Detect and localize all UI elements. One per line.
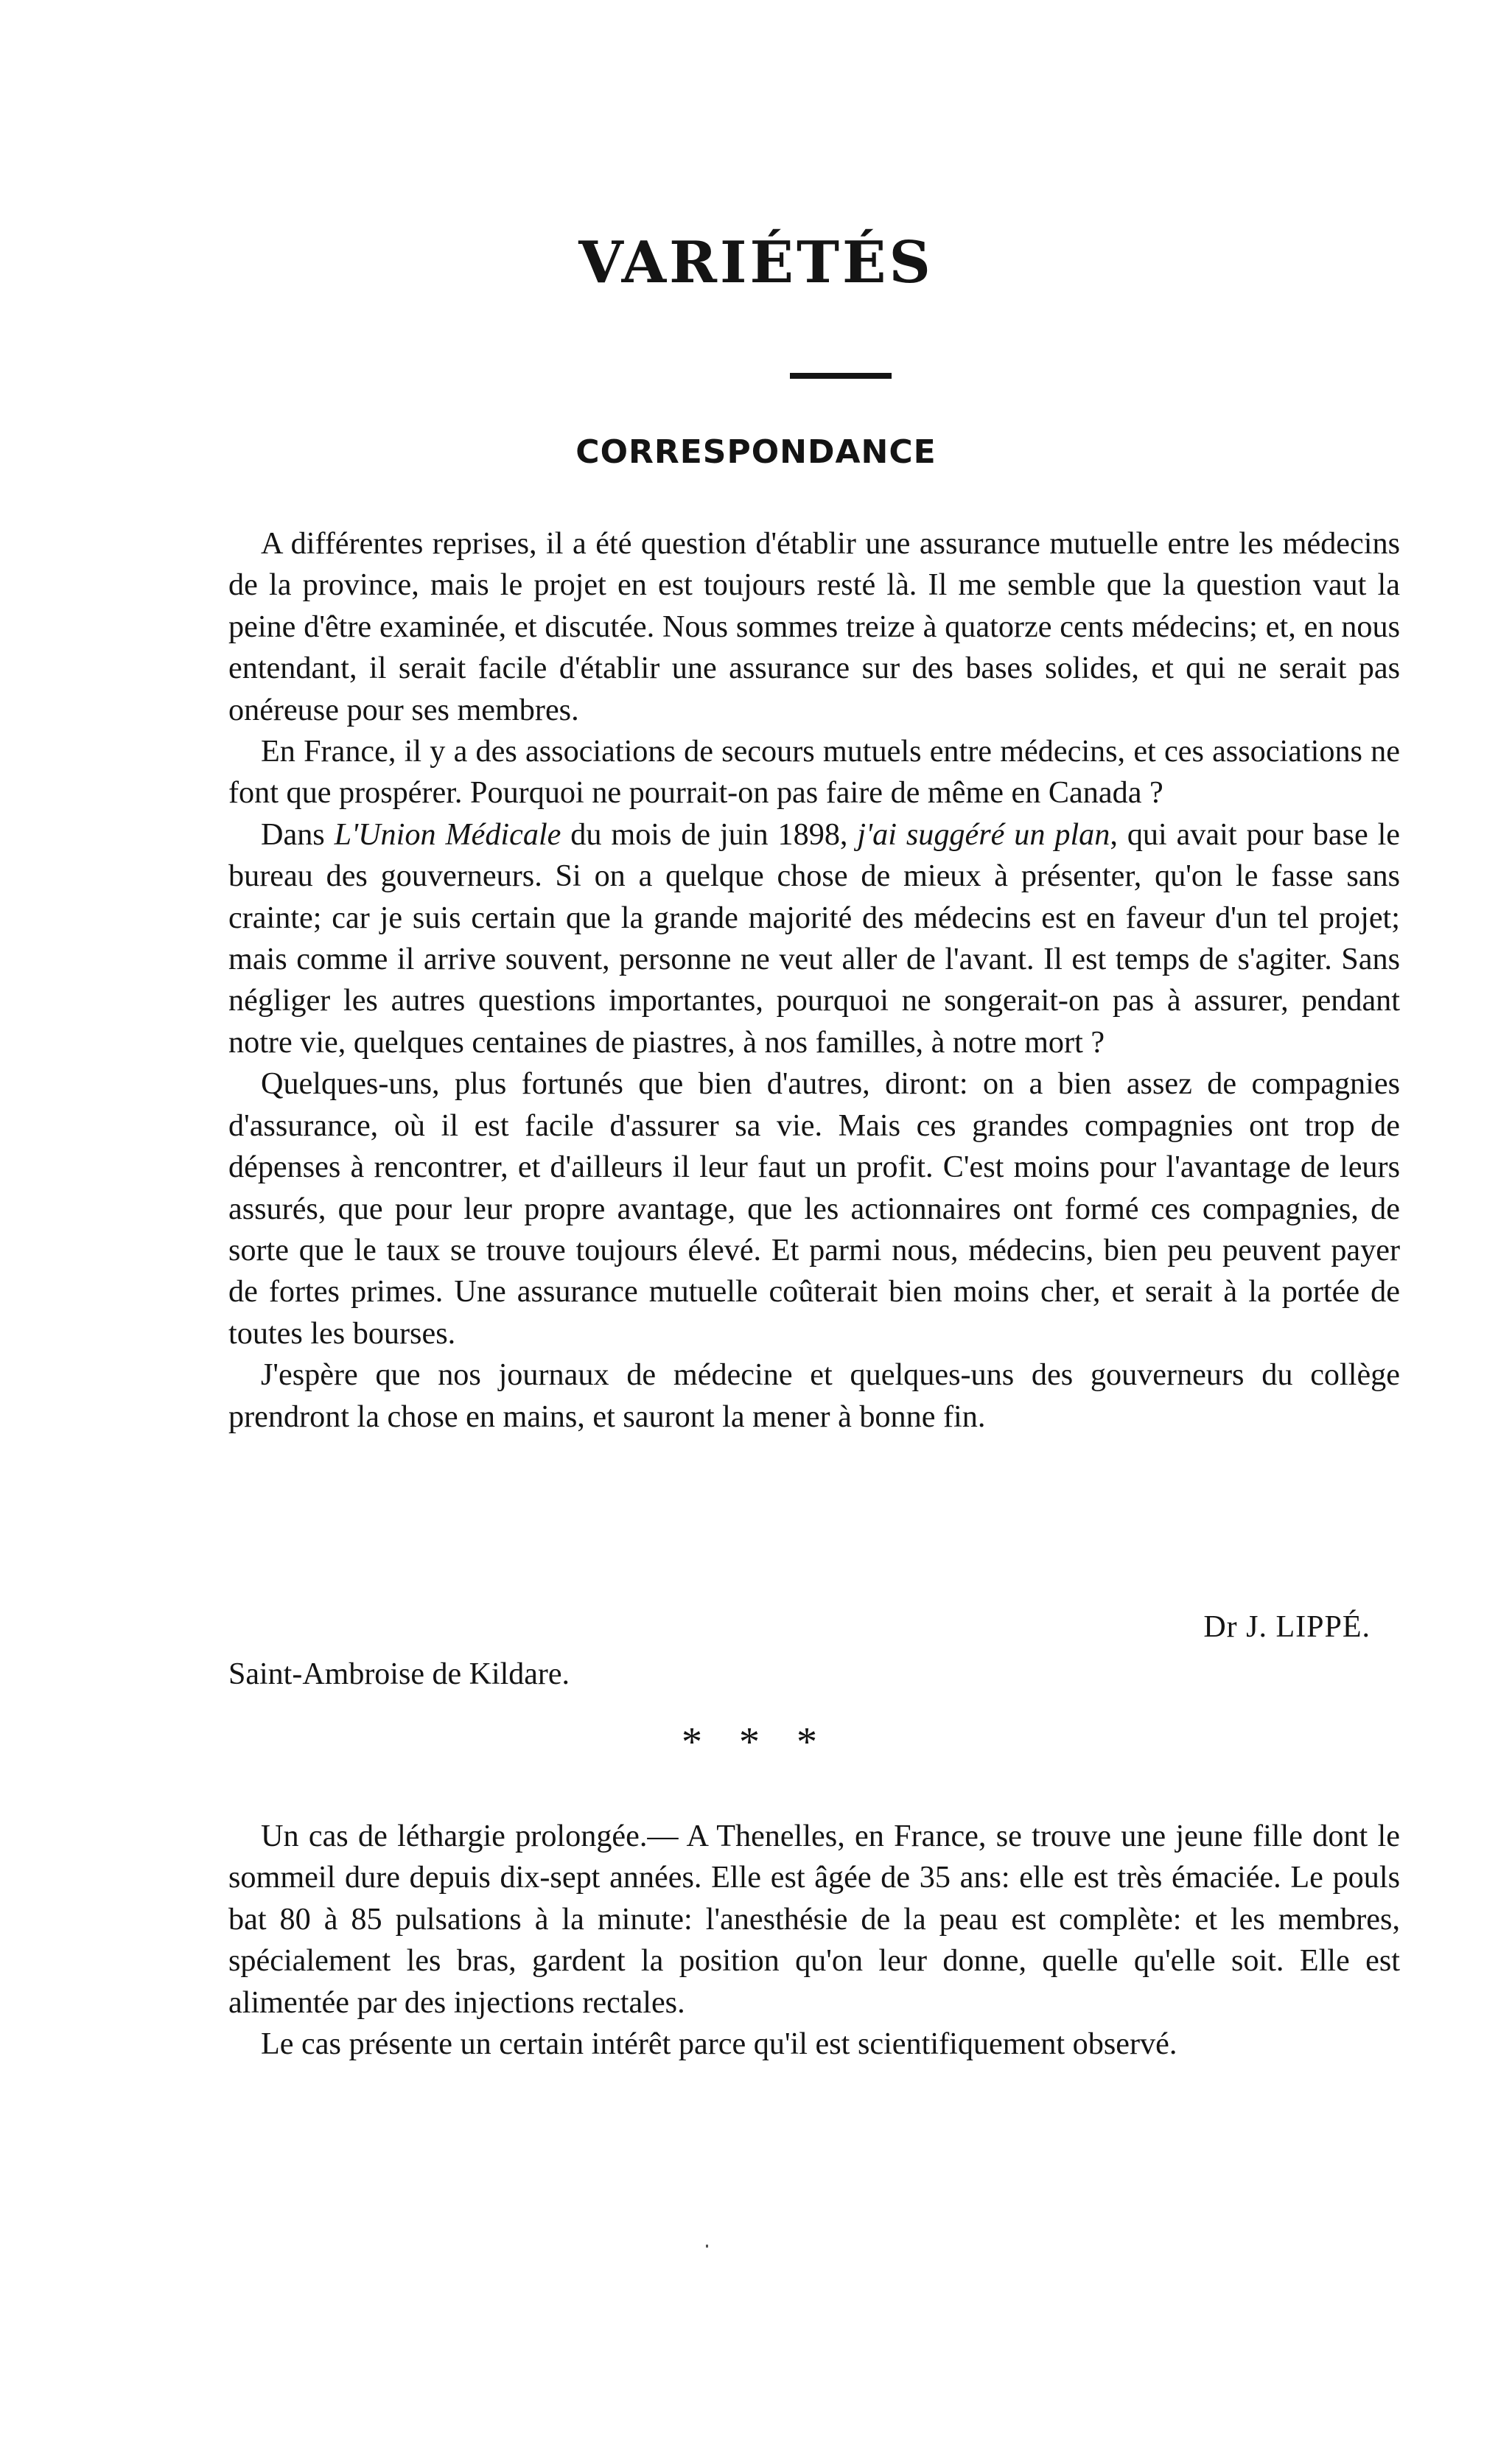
place-line: Saint-Ambroise de Kildare. [228,1657,570,1691]
note-paragraph-1: Un cas de léthargie prolongée.— A Thenelles, en France, se trouve une jeune fille dont le sommeil dure depuis dix-sept années. Elle est âgée de 35 ans: elle est très émaciée. Le pouls bat 80 à 85 pulsations à la minute: l'anesthésie de la peau est complète: et les membres, spécialement les bras, gardent la position qu'on leur donne, quelle qu'elle soit. Elle est alimentée par des injections rectales. [228,1819,1400,2020]
section-separator: * * * [682,1719,830,1765]
paragraph-5: J'espère que nos journaux de médecine et quelques-uns des gouverneurs du collège prendront la chose en mains, et sauront la mener à bonne fin. [228,1357,1400,1434]
note-paragraph-2: Le cas présente un certain intérêt parce qu'il est scientifiquement observé. [261,2026,1177,2062]
paragraph-2: En France, il y a des associations de secours mutuels entre médecins, et ces associations ne font que prospérer. Pourquoi ne pourrait-on pas faire de même en Canada ? [228,734,1400,811]
paragraph-3-date: du mois de juin 1898, [561,816,858,852]
paragraph-3-lead: Dans [261,816,335,852]
paragraph-1: A différentes reprises, il a été question d'établir une assurance mutuelle entre les médecins de la province, mais le projet en est toujours resté là. Il me semble que la question vaut la peine d'être examinée, et discutée. Nous sommes treize à quatorze cents médecins; et, en nous entendant, il serait facile d'établir une assurance sur des bases solides, et qui ne serait pas onéreuse pour ses membres. [228,526,1400,727]
page-title: VARIÉTÉS [578,229,934,296]
paragraph-4: Quelques-uns, plus fortunés que bien d'autres, diront: on a bien assez de compagnies d'assurance, où il est facile d'assurer sa vie. Mais ces grandes compagnies ont trop de dépenses à rencontrer, et d'ailleurs il leur faut un profit. C'est moins pour l'avantage de leurs assurés, que pour leur propre avantage, que les actionnaires ont formé ces compagnies, de sorte que le taux se trouve toujours élevé. Et parmi nous, médecins, bien peu peuvent payer de fortes primes. Une assurance mutuelle coûterait bien moins cher, et serait à la portée de toutes les bourses. [228,1066,1400,1351]
section-heading: CORRESPONDANCE [575,433,937,471]
correspondance-body [228,523,1400,1438]
paragraph-3-rest: , qui avait pour base le bureau des gouverneurs. Si on a quelque chose de mieux à présenter, qu'on le fasse sans crainte; car je suis certain que la grande majorité des médecins est en faveur d'un tel projet; mais comme il arrive souvent, personne ne veut aller de l'avant. Il est temps de s'agiter. Sans négliger les autres questions importantes, pourquoi ne songerait-on pas à assurer, pendant notre vie, quelques centaines de piastres, à nos familles, à notre mort ? [228,816,1401,1060]
journal-title: L'Union Médicale [334,816,561,852]
signature: Dr J. LIPPÉ. [1203,1610,1371,1644]
title-rule [790,373,892,379]
lethargy-note [228,1816,1400,2065]
paragraph-3 [228,814,1400,1063]
paragraph-3-emphasis: j'ai suggéré un plan [857,816,1110,852]
ink-speck [706,2245,708,2248]
